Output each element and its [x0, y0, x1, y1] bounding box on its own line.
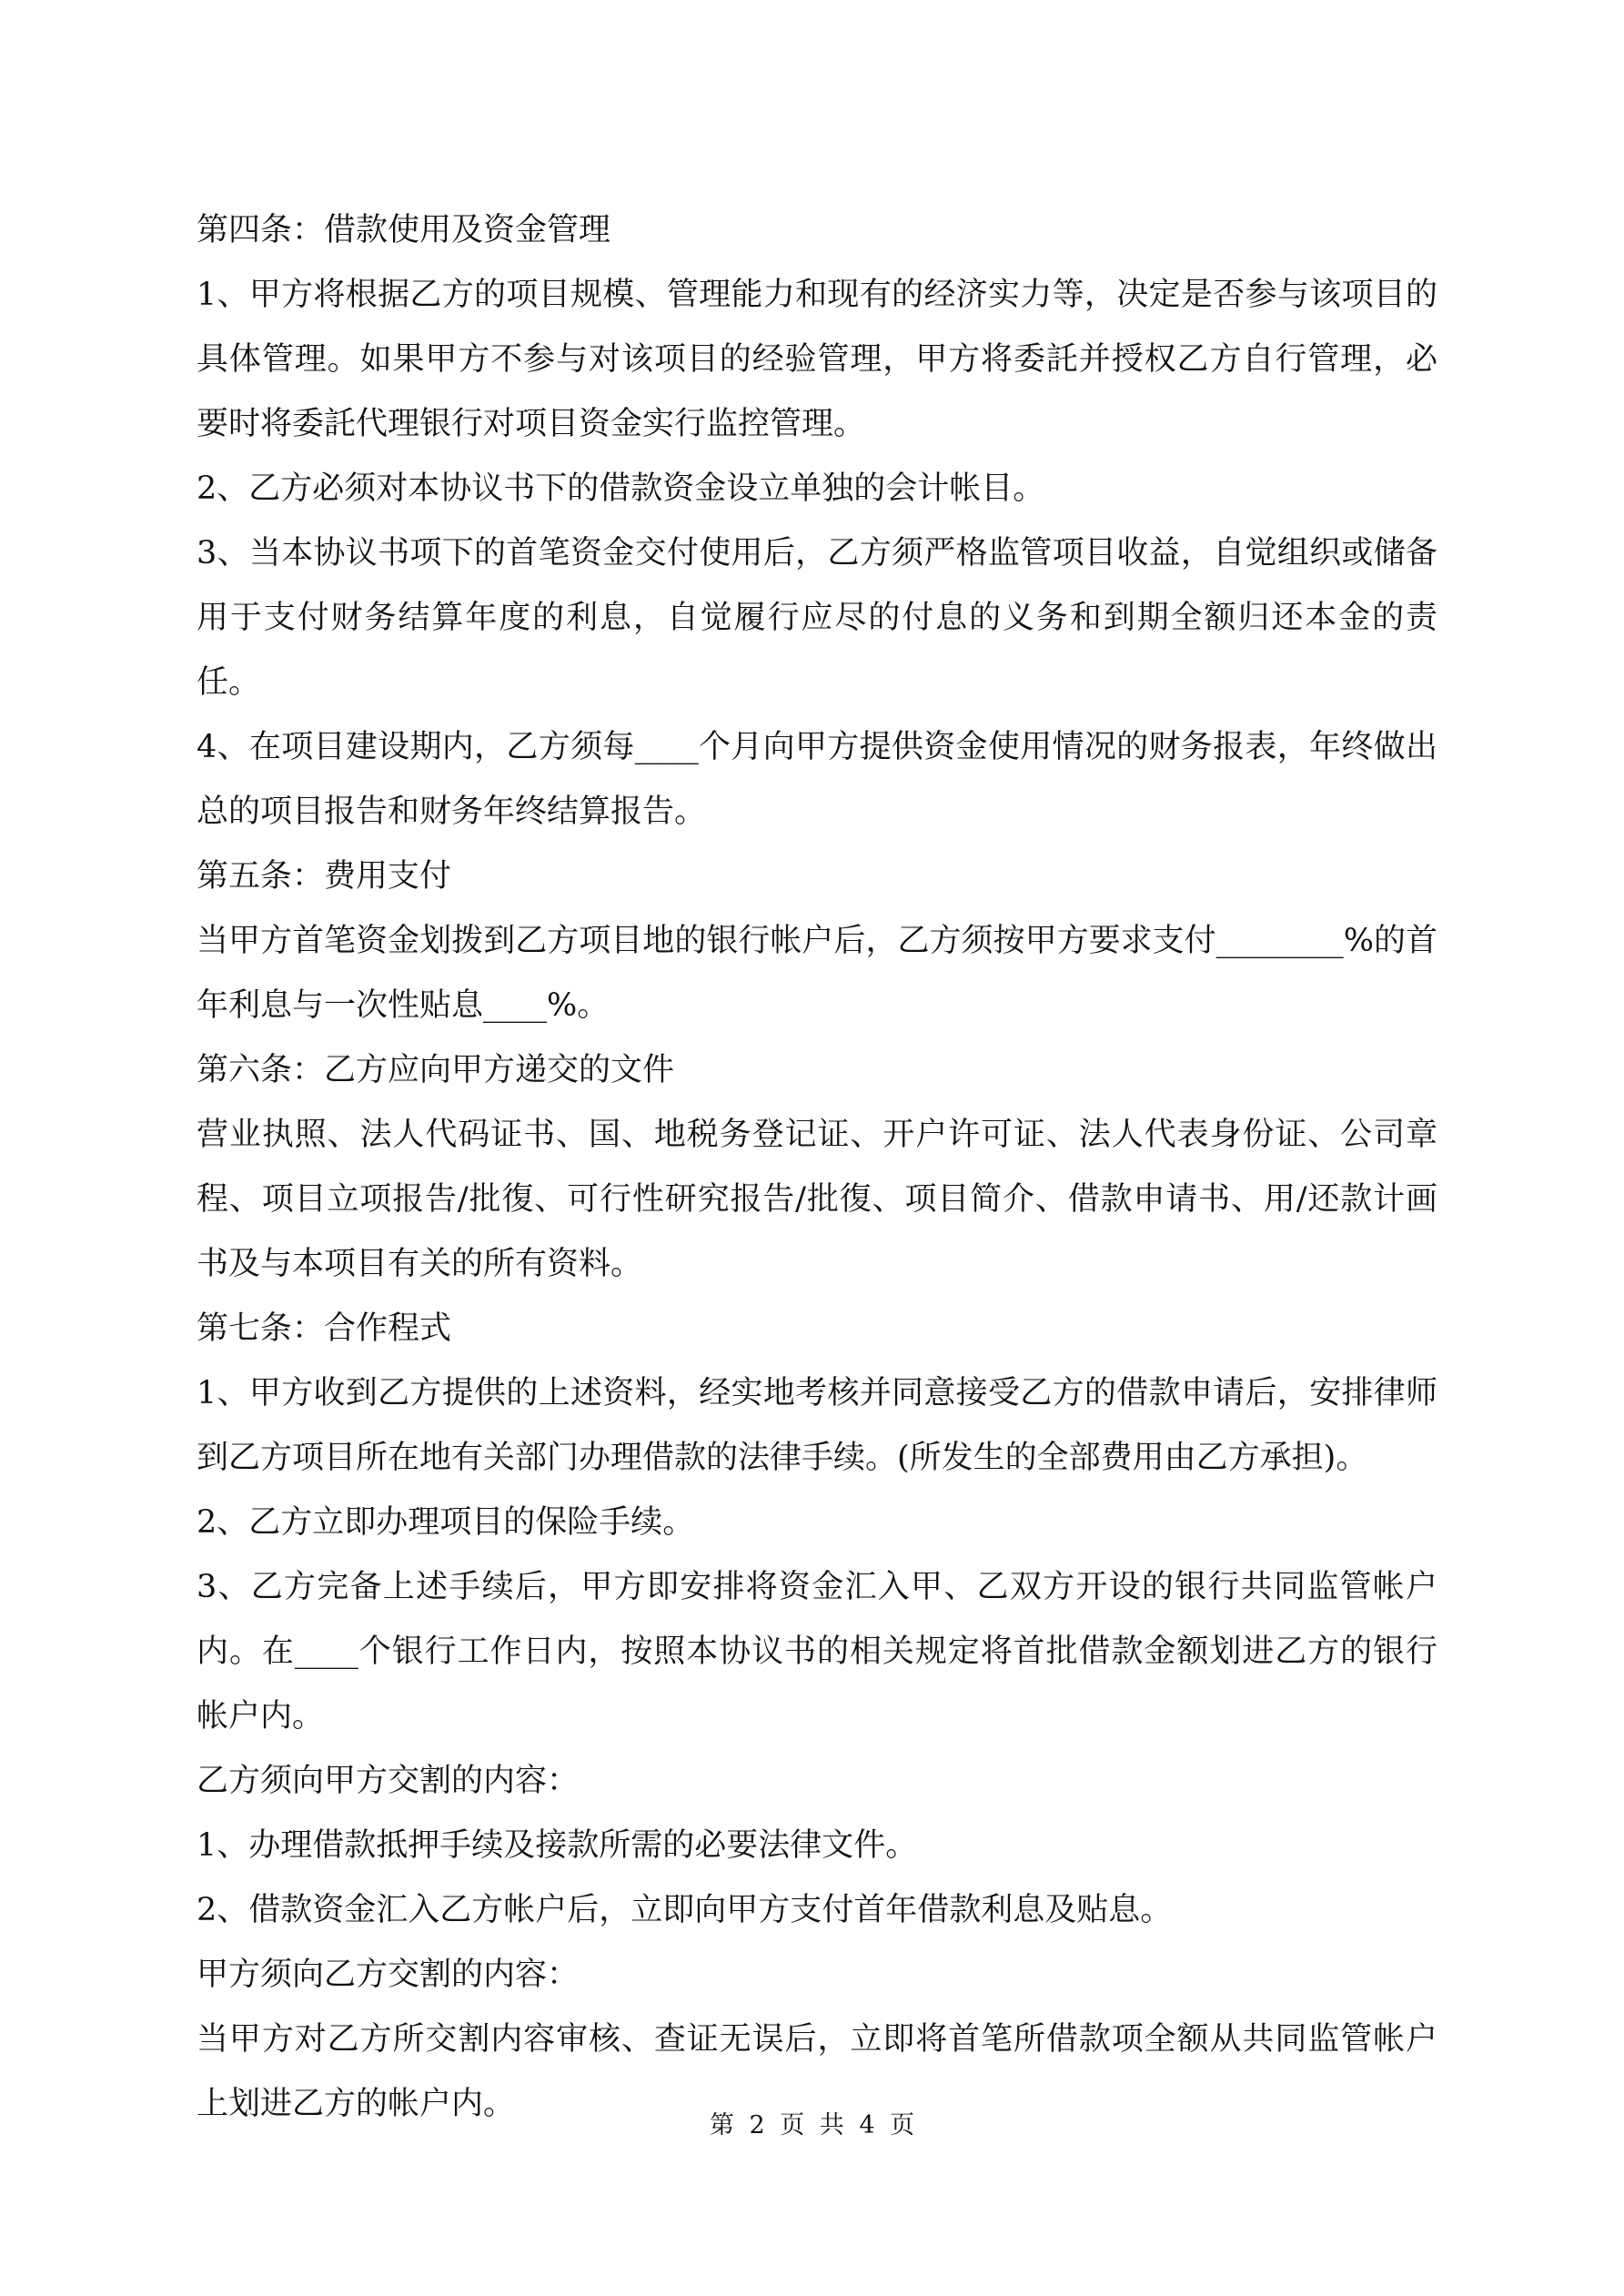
paragraph-5-body: 当甲方首笔资金划拨到乙方项目地的银行帐户后，乙方须按甲方要求支付________%的首年利息与一次性贴息____%。 [197, 923, 1437, 1024]
section-heading-article-4: 第四条：借款使用及资金管理 [197, 212, 611, 248]
party-b-deliverable-1: 1、办理借款抵押手续及接款所需的必要法律文件。 [197, 1827, 918, 1864]
section-heading-article-7: 第七条：合作程式 [197, 1310, 452, 1347]
paragraph-4-2: 2、乙方必须对本协议书下的借款资金设立单独的会计帐目。 [197, 470, 1045, 507]
party-a-deliverable-body: 当甲方对乙方所交割内容审核、查证无误后，立即将首笔所借款项全额从共同监管帐户上划进乙方的帐户内。 [197, 2021, 1437, 2122]
paragraph-7-2: 2、乙方立即办理项目的保险手续。 [197, 1504, 695, 1541]
paragraph-6-body: 营业执照、法人代码证书、国、地税务登记证、开户许可证、法人代表身份证、公司章程、项目立项报告/批復、可行性研究报告/批復、项目简介、借款申请书、用/还款计画书及与本项目有关的所有资料。 [197, 1117, 1437, 1282]
paragraph-4-4: 4、在项目建设期内，乙方须每____个月向甲方提供资金使用情况的财务报表，年终做出总的项目报告和财务年终结算报告。 [197, 729, 1437, 830]
paragraph-4-3: 3、当本协议书项下的首笔资金交付使用后，乙方须严格监管项目收益，自觉组织或储备用于支付财务结算年度的利息，自觉履行应尽的付息的义务和到期全额归还本金的责任。 [197, 535, 1437, 701]
paragraph-7-3: 3、乙方完备上述手续后，甲方即安排将资金汇入甲、乙双方开设的银行共同监管帐户内。在____个银行工作日内，按照本协议书的相关规定将首批借款金额划进乙方的银行帐户内。 [197, 1569, 1437, 1735]
paragraph-4-1: 1、甲方将根据乙方的项目规模、管理能力和现有的经济实力等，决定是否参与该项目的具体管理。如果甲方不参与对该项目的经验管理，甲方将委託并授权乙方自行管理，必要时将委託代理银行对项目资金实行监控管理。 [197, 277, 1437, 442]
party-b-deliverable-2: 2、借款资金汇入乙方帐户后，立即向甲方支付首年借款利息及贴息。 [197, 1892, 1173, 1928]
section-heading-article-6: 第六条：乙方应向甲方递交的文件 [197, 1052, 675, 1088]
subheading-party-b-deliverables: 乙方须向甲方交割的内容： [197, 1763, 580, 1799]
paragraph-7-1: 1、甲方收到乙方提供的上述资料，经实地考核并同意接受乙方的借款申请后，安排律师到乙方项目所在地有关部门办理借款的法律手续。(所发生的全部费用由乙方承担)。 [197, 1375, 1437, 1476]
subheading-party-a-deliverables: 甲方须向乙方交割的内容： [197, 1957, 580, 1993]
section-heading-article-5: 第五条：费用支付 [197, 858, 452, 895]
page-number-footer: 第 2 页 共 4 页 [709, 2111, 915, 2139]
